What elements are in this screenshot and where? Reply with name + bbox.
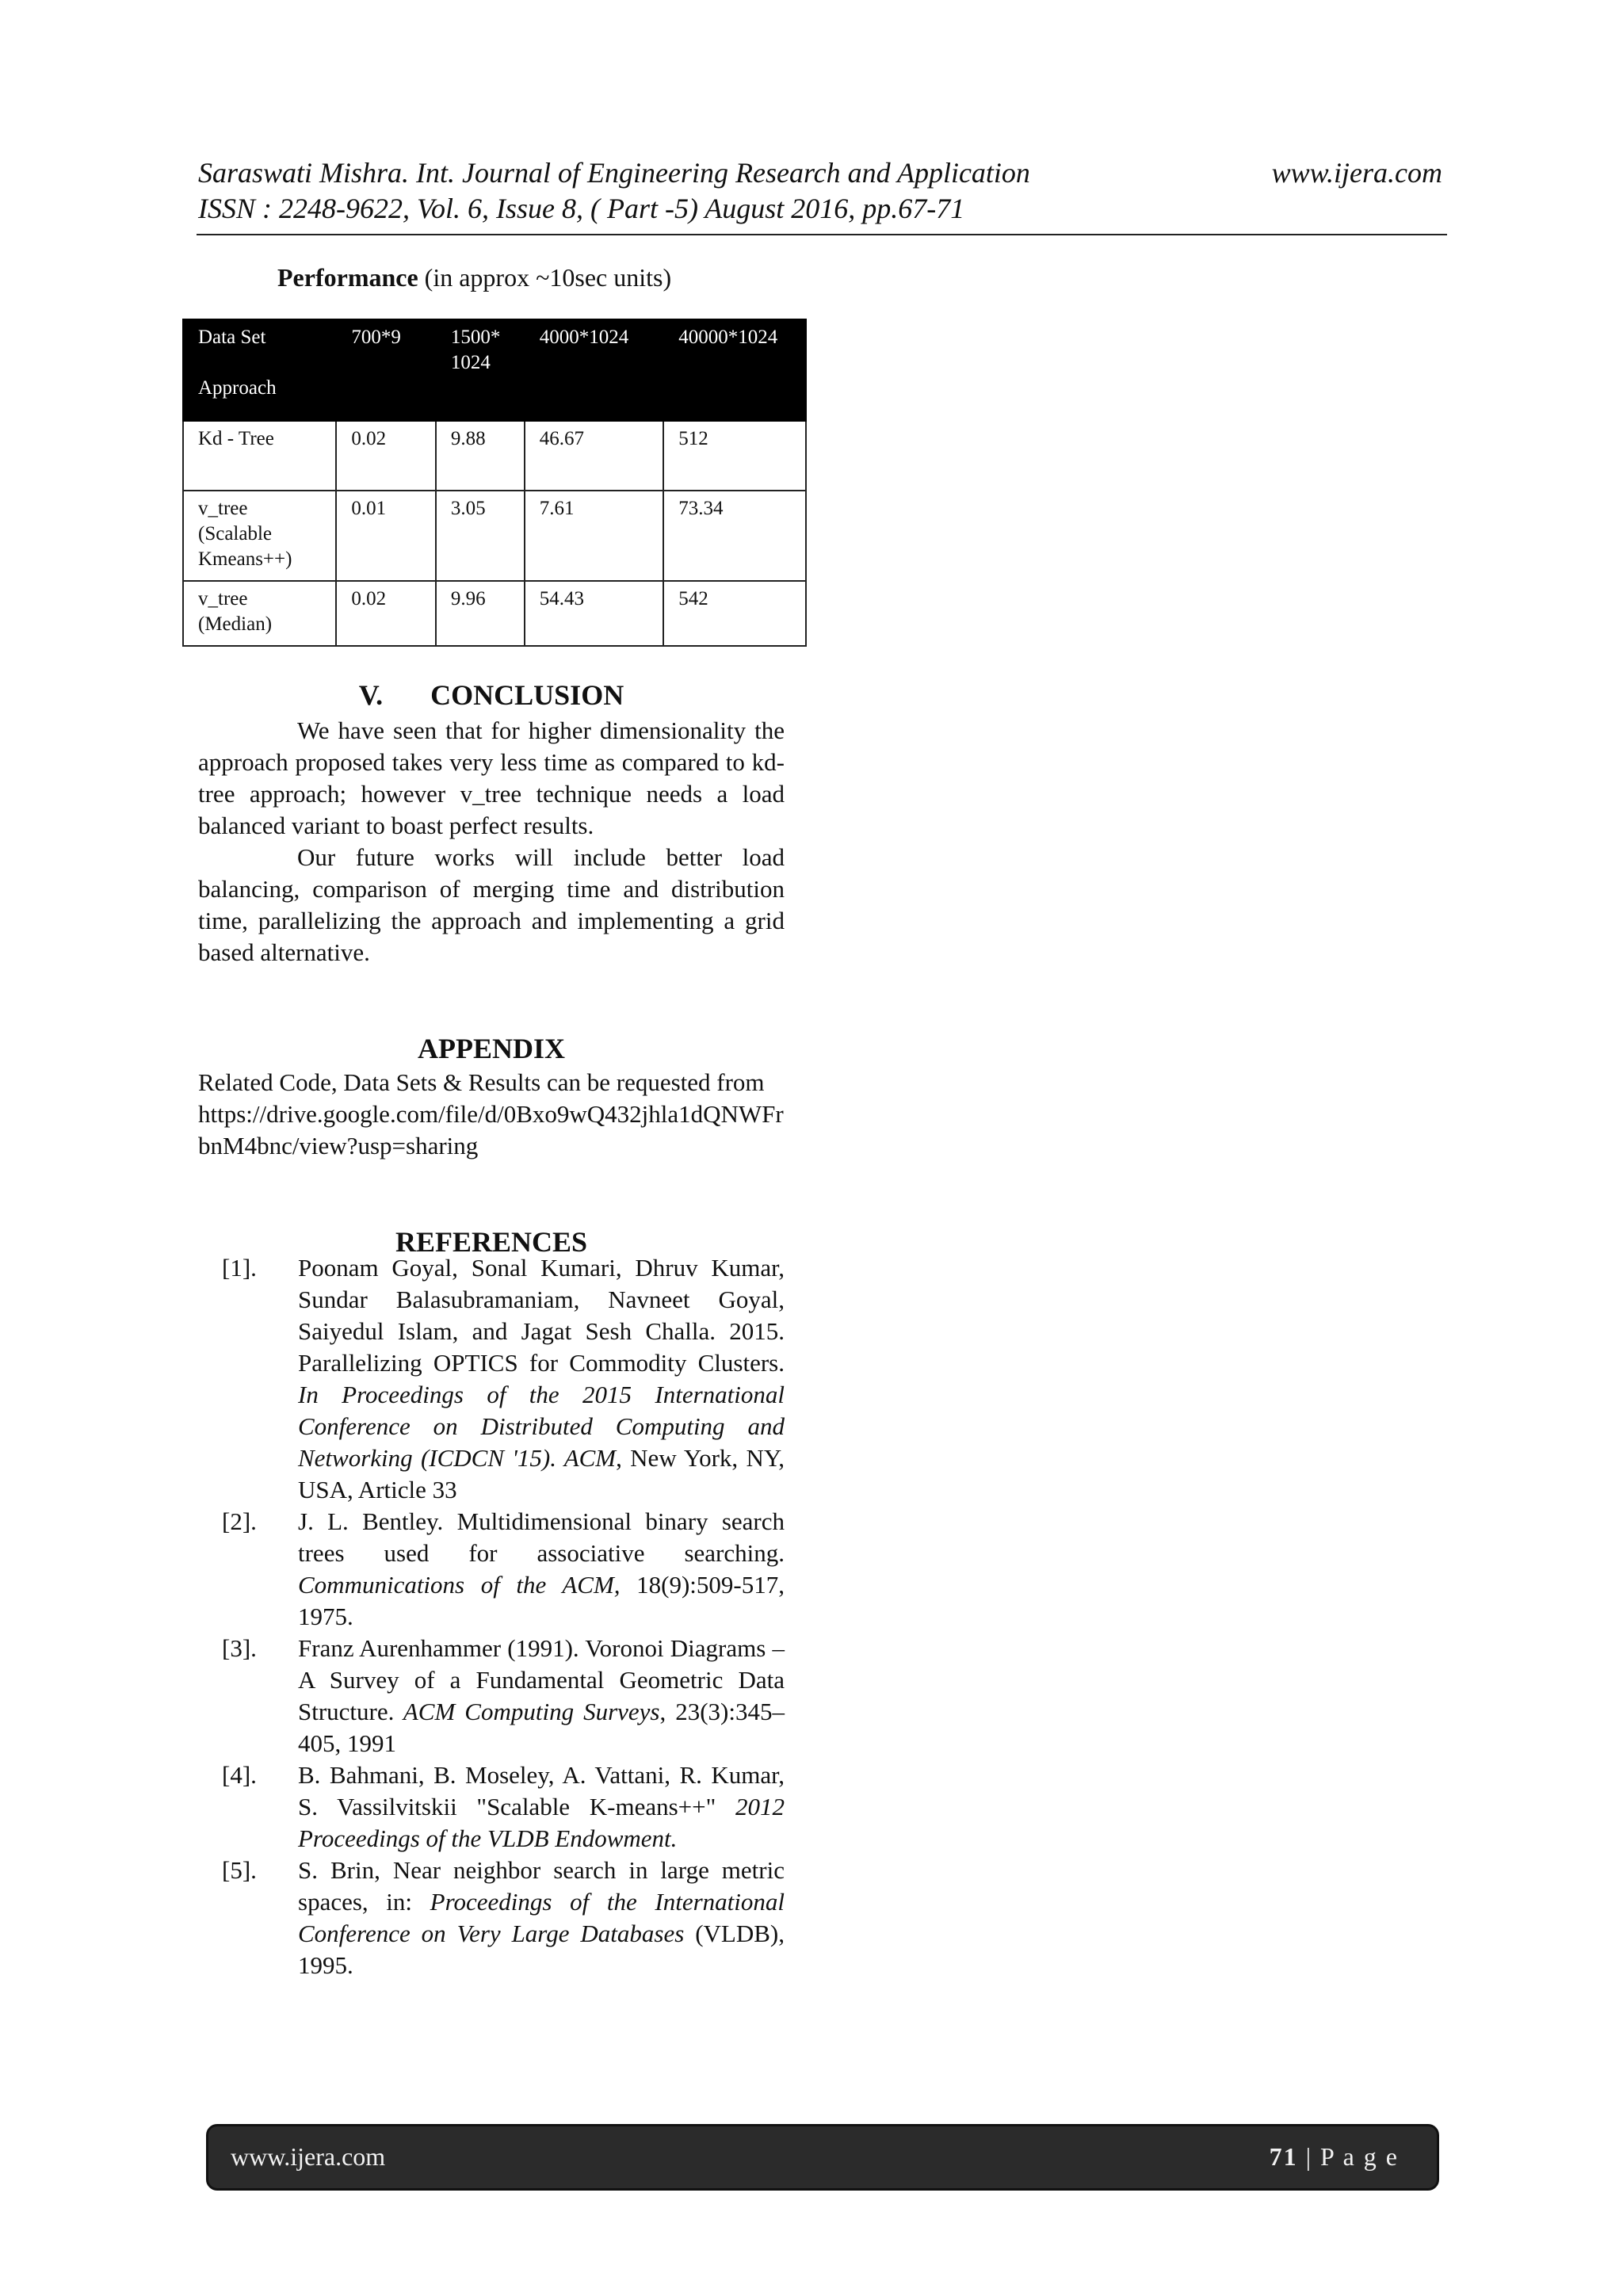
reference-text bbox=[298, 1506, 785, 1633]
reference-text bbox=[298, 1759, 785, 1855]
value-cell: 0.01 bbox=[336, 491, 436, 581]
reference-venue: ACM Computing Surveys bbox=[394, 1698, 660, 1725]
header-cell: 40000*1024 bbox=[663, 319, 806, 421]
page-label: | P a g e bbox=[1297, 2142, 1399, 2171]
issn-line: ISSN : 2248-9622, Vol. 6, Issue 8, ( Part -5) August 2016, pp.67-71 bbox=[198, 193, 965, 224]
approach-cell: v_tree (Median) bbox=[183, 581, 336, 646]
appendix-drive-link[interactable]: https://drive.google.com/file/d/0Bxo9wQ432jhla1dQNWFrbnM4bnc/view?usp=sharing bbox=[198, 1100, 784, 1159]
approach-cell: v_tree (Scalable Kmeans++) bbox=[183, 491, 336, 581]
reference-venue: Proceedings of the International Conference on Very Large Databases bbox=[298, 1888, 785, 1947]
reference-number: [4]. bbox=[222, 1761, 257, 1789]
value-cell: 73.34 bbox=[663, 491, 806, 581]
conclusion-heading-text: CONCLUSION bbox=[430, 679, 624, 711]
value-cell: 9.96 bbox=[436, 581, 525, 646]
value-cell: 7.61 bbox=[525, 491, 664, 581]
approach-cell: Kd - Tree bbox=[183, 421, 336, 491]
reference-number: [5]. bbox=[222, 1856, 257, 1884]
appendix-text: Related Code, Data Sets & Results can be requested from bbox=[198, 1068, 765, 1096]
reference-details: , 23(3):345–405, 1991 bbox=[298, 1698, 785, 1757]
reference-authors: J. L. Bentley. Multidimensional binary search trees used for associative searching. bbox=[298, 1507, 785, 1567]
reference-number: [3]. bbox=[222, 1634, 257, 1662]
reference-item bbox=[198, 1506, 785, 1633]
reference-text bbox=[298, 1252, 785, 1506]
value-cell: 0.02 bbox=[336, 581, 436, 646]
performance-caption bbox=[277, 263, 671, 292]
page-indicator bbox=[1270, 2142, 1399, 2172]
appendix-heading: APPENDIX bbox=[418, 1033, 565, 1064]
appendix-body bbox=[198, 1067, 785, 1162]
running-header bbox=[198, 155, 1030, 227]
references-heading: REFERENCES bbox=[395, 1226, 588, 1258]
header-divider bbox=[197, 234, 1447, 235]
value-cell: 542 bbox=[663, 581, 806, 646]
header-cell: 1500* 1024 bbox=[436, 319, 525, 421]
value-cell: 3.05 bbox=[436, 491, 525, 581]
conclusion-paragraph-1: We have seen that for higher dimensionality the approach proposed takes very less time as compared to kd-tree approach; however v_tree technique needs a load balanced variant to boast perfect results. bbox=[198, 716, 785, 839]
table-row bbox=[183, 491, 806, 581]
reference-venue: Communications of the ACM, bbox=[298, 1571, 621, 1599]
table-row bbox=[183, 421, 806, 491]
reference-item bbox=[198, 1759, 785, 1855]
value-cell: 54.43 bbox=[525, 581, 664, 646]
performance-table bbox=[182, 319, 807, 647]
reference-number: [1]. bbox=[222, 1254, 257, 1282]
page-number: 71 bbox=[1269, 2142, 1298, 2171]
value-cell: 0.02 bbox=[336, 421, 436, 491]
value-cell: 9.88 bbox=[436, 421, 525, 491]
value-cell: 46.67 bbox=[525, 421, 664, 491]
performance-caption-bold: Performance bbox=[277, 263, 418, 292]
conclusion-body bbox=[198, 715, 785, 968]
reference-text bbox=[298, 1633, 785, 1759]
value-cell: 512 bbox=[663, 421, 806, 491]
header-website-link[interactable]: www.ijera.com bbox=[1271, 157, 1442, 189]
performance-caption-rest: (in approx ~10sec units) bbox=[418, 263, 672, 292]
reference-venue: 2012 Proceedings of the VLDB Endowment. bbox=[298, 1793, 785, 1852]
conclusion-paragraph-2: Our future works will include better load balancing, comparison of merging time and distribution time, parallelizing the approach and implementing a grid based alternative. bbox=[198, 843, 785, 966]
journal-citation: Saraswati Mishra. Int. Journal of Engineering Research and Application bbox=[198, 157, 1030, 189]
table-row bbox=[183, 581, 806, 646]
reference-authors: Poonam Goyal, Sonal Kumari, Dhruv Kumar, Sundar Balasubramaniam, Navneet Goyal, Saiyedul Islam, and Jagat Sesh Challa. 2015. Parallelizing OPTICS for Commodity Clusters. bbox=[298, 1254, 785, 1377]
page-footer bbox=[206, 2124, 1439, 2191]
reference-authors: B. Bahmani, B. Moseley, A. Vattani, R. Kumar, S. Vassilvitskii "Scalable K-means++" bbox=[298, 1761, 785, 1820]
conclusion-section-number: V. bbox=[358, 679, 384, 711]
footer-website-link[interactable]: www.ijera.com bbox=[231, 2142, 386, 2171]
reference-authors: Franz Aurenhammer (1991). Voronoi Diagrams – A Survey of a Fundamental Geometric Data Structure. bbox=[298, 1634, 785, 1725]
reference-number: [2]. bbox=[222, 1507, 257, 1535]
reference-item bbox=[198, 1855, 785, 1981]
table-header-row bbox=[183, 319, 806, 421]
header-cell: 4000*1024 bbox=[525, 319, 664, 421]
header-approach-label: Approach bbox=[198, 377, 277, 399]
reference-authors: S. Brin, Near neighbor search in large metric spaces, in: bbox=[298, 1856, 785, 1916]
header-dataset-label: Data Set bbox=[198, 327, 266, 348]
reference-text bbox=[298, 1855, 785, 1981]
reference-details: (VLDB), 1995. bbox=[298, 1920, 785, 1979]
references-list bbox=[198, 1252, 785, 1981]
reference-item bbox=[198, 1252, 785, 1506]
header-cell: 700*9 bbox=[336, 319, 436, 421]
reference-details: 18(9):509-517, 1975. bbox=[298, 1571, 785, 1630]
reference-venue: In Proceedings of the 2015 International Conference on Distributed Computing and Networking (ICDCN '15). ACM bbox=[298, 1381, 785, 1472]
header-cell-label bbox=[183, 319, 336, 421]
reference-item bbox=[198, 1633, 785, 1759]
reference-details: , New York, NY, USA, Article 33 bbox=[298, 1444, 785, 1503]
conclusion-heading bbox=[198, 678, 785, 712]
